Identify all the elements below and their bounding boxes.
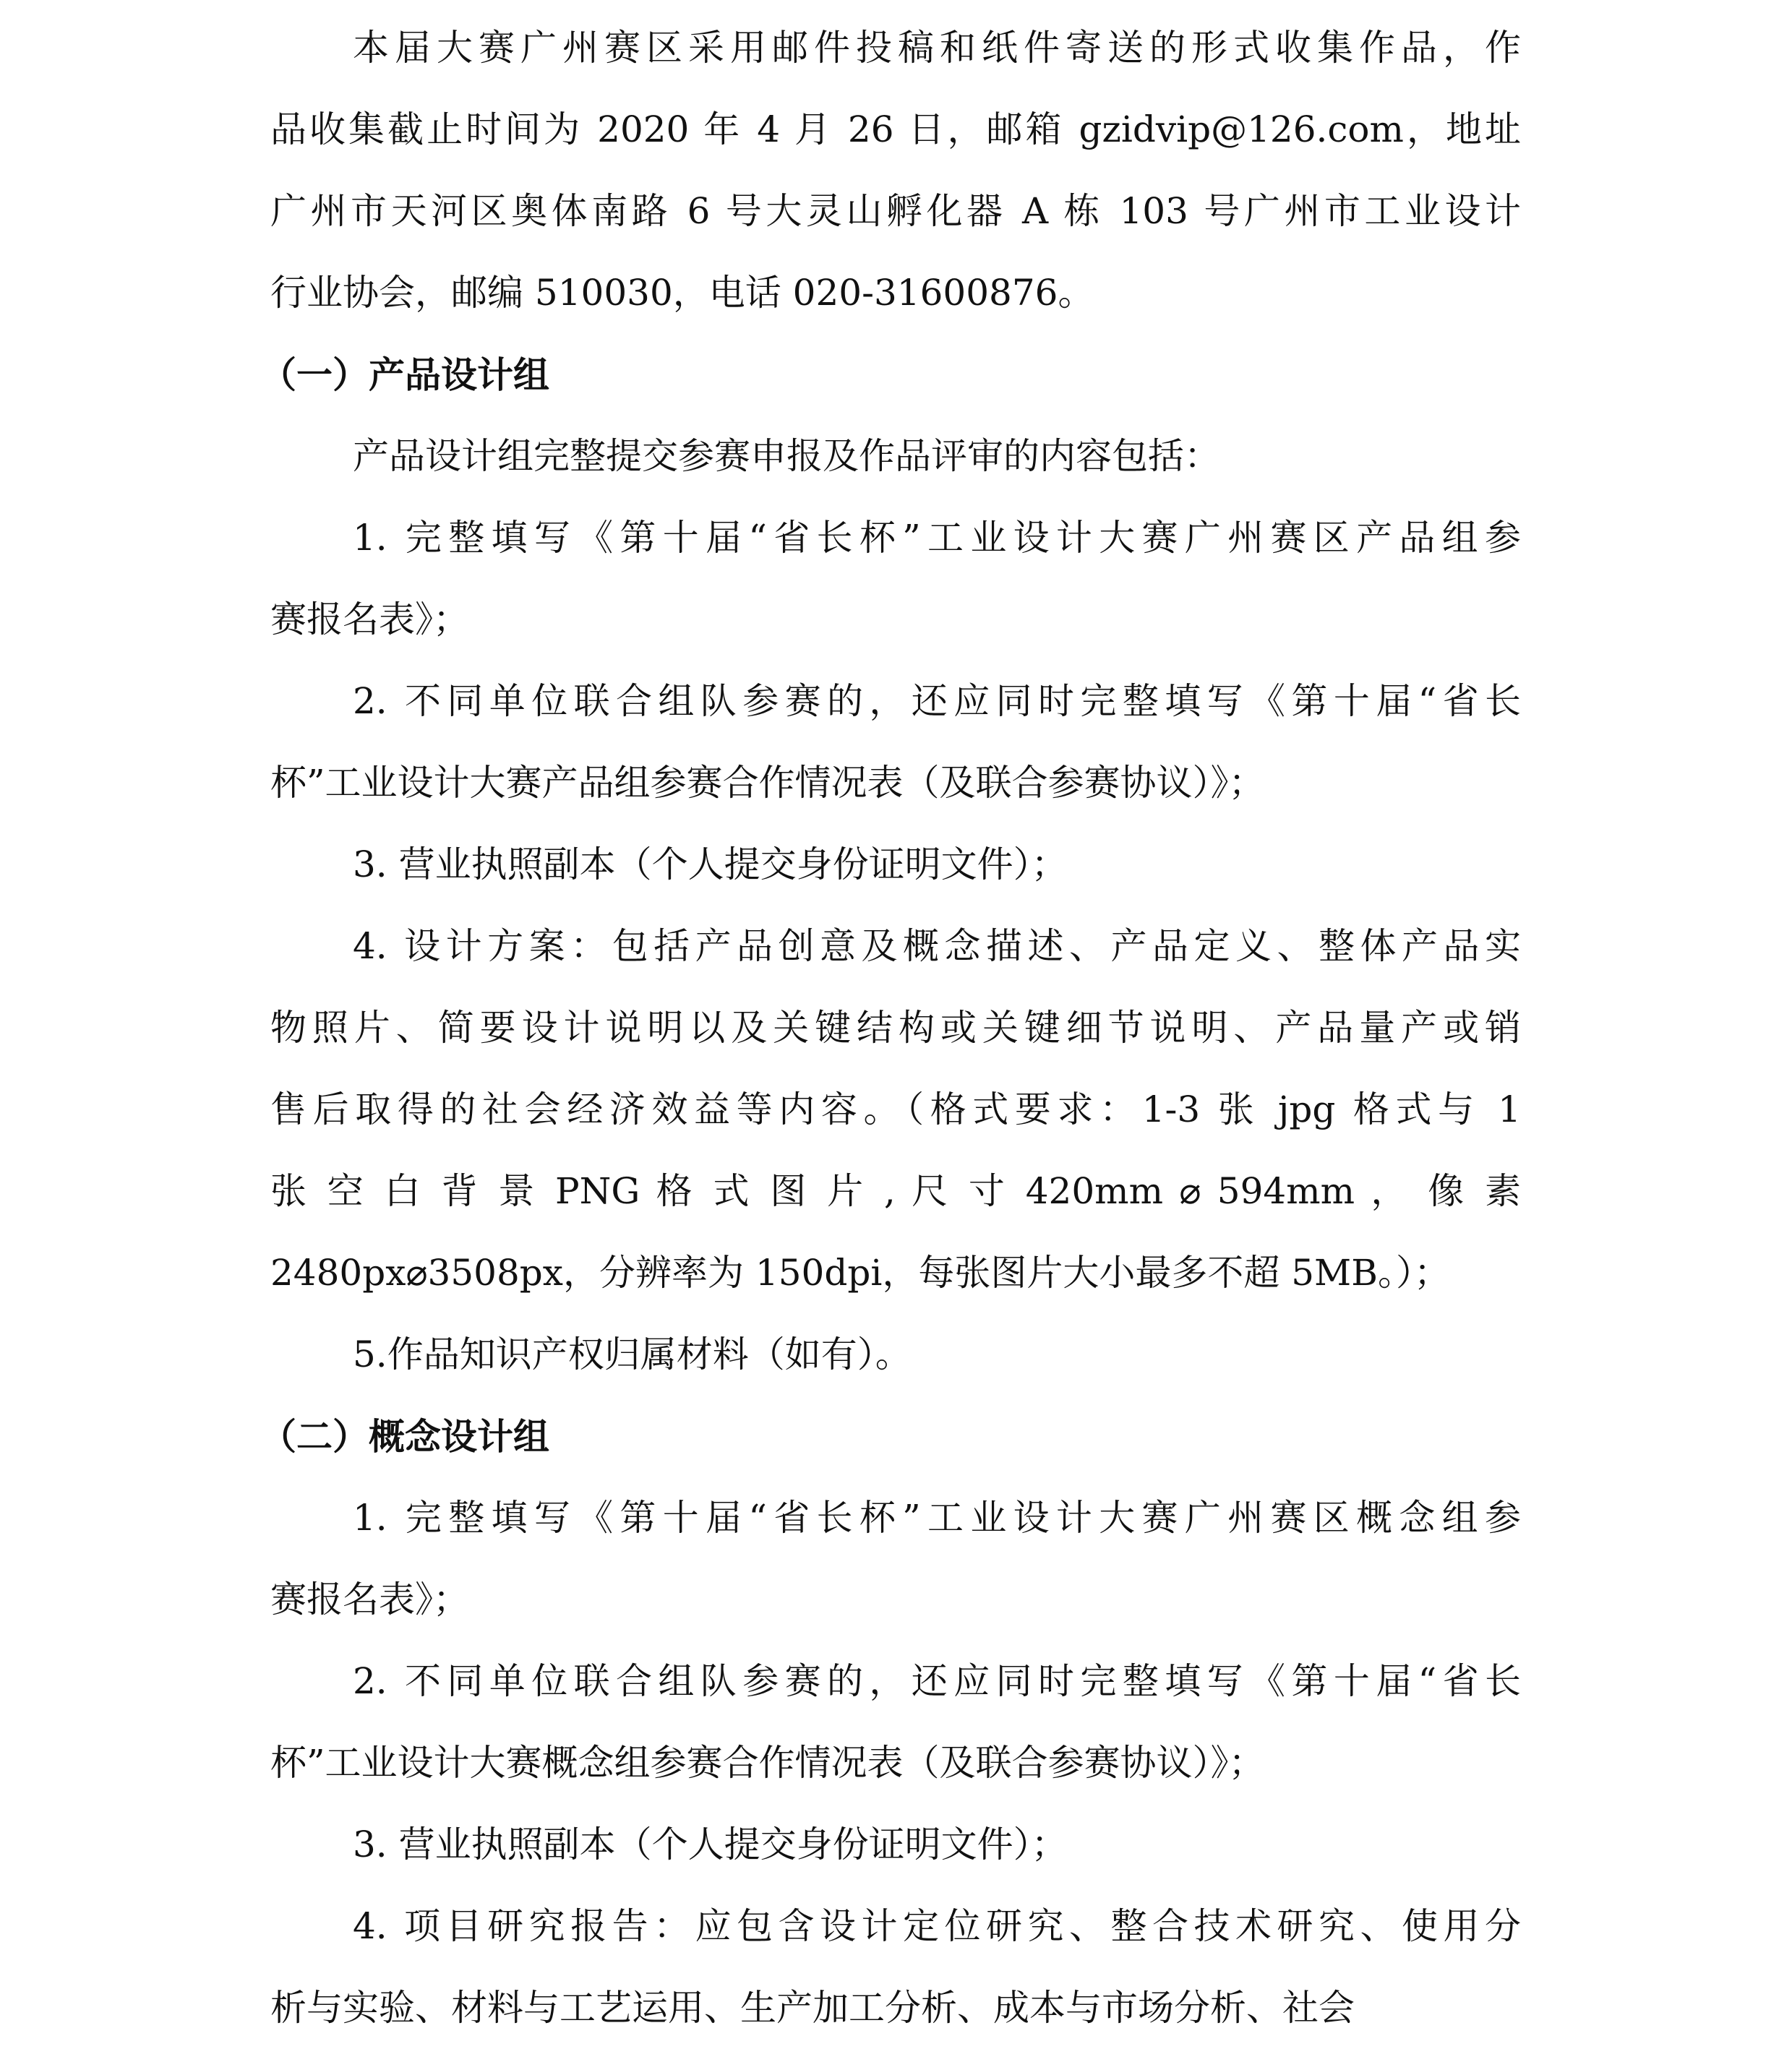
- document-page: [260, 7, 1521, 2049]
- text-line: 杯”工业设计大赛概念组参赛合作情况表（及联合参赛协议）》；: [270, 1742, 1265, 1784]
- text-line: （二）概念设计组: [260, 1415, 549, 1458]
- paragraph: [270, 1804, 1521, 1886]
- text-line: 1. 完整填写《第十届“省长杯”工业设计大赛广州赛区概念组参: [353, 1497, 1521, 1539]
- text-line: 2. 不同单位联合组队参赛的，还应同时完整填写《第十届“省长: [353, 1660, 1521, 1702]
- text-line: 产品设计组完整提交参赛申报及作品评审的内容包括：: [353, 435, 1220, 477]
- text-line: 赛报名表》；: [270, 598, 469, 640]
- section-heading: [260, 334, 1521, 416]
- paragraph: [270, 416, 1521, 497]
- text-line: 广州市天河区奥体南路 6 号大灵山孵化器 A 栋 103 号广州市工业设计: [270, 190, 1521, 232]
- paragraph: [270, 1477, 1521, 1641]
- text-line: 5.作品知识产权归属材料（如有）。: [353, 1333, 912, 1375]
- text-line: 4. 项目研究报告：应包含设计定位研究、整合技术研究、使用分: [353, 1905, 1521, 1947]
- paragraph: [270, 1641, 1521, 1804]
- paragraph: [270, 1886, 1521, 2049]
- text-line: 2. 不同单位联合组队参赛的，还应同时完整填写《第十届“省长: [353, 680, 1521, 722]
- paragraph: [270, 497, 1521, 661]
- text-line: （一）产品设计组: [260, 353, 549, 396]
- section-heading: [260, 1396, 1521, 1477]
- text-line: 1. 完整填写《第十届“省长杯”工业设计大赛广州赛区产品组参: [353, 517, 1521, 559]
- paragraph: [270, 906, 1521, 1314]
- text-line: 2480px⌀3508px，分辨率为 150dpi，每张图片大小最多不超 5MB。）；: [270, 1252, 1450, 1294]
- text-line: 张 空 白 背 景 PNG 格 式 图 片 , 尺 寸 420mm ⌀ 594mm ， 像 素: [270, 1170, 1521, 1212]
- paragraph: [270, 7, 1521, 334]
- paragraph: [270, 1314, 1521, 1396]
- text-line: 赛报名表》；: [270, 1578, 469, 1620]
- text-line: 3. 营业执照副本（个人提交身份证明文件）；: [353, 843, 1068, 885]
- text-line: 析与实验、材料与工艺运用、生产加工分析、成本与市场分析、社会: [270, 1987, 1355, 2029]
- text-line: 杯”工业设计大赛产品组参赛合作情况表（及联合参赛协议）》；: [270, 762, 1265, 804]
- text-line: 物照片、简要设计说明以及关键结构或关键细节说明、产品量产或销: [270, 1007, 1521, 1049]
- text-line: 本届大赛广州赛区采用邮件投稿和纸件寄送的形式收集作品，作: [353, 27, 1521, 69]
- paragraph: [270, 824, 1521, 906]
- text-line: 品收集截止时间为 2020 年 4 月 26 日，邮箱 gzidvip@126.com，地址: [270, 108, 1521, 150]
- text-line: 行业协会，邮编 510030，电话 020-31600876。: [270, 272, 1094, 314]
- paragraph: [270, 661, 1521, 824]
- text-line: 售后取得的社会经济效益等内容。（格式要求：1-3 张 jpg 格式与 1: [270, 1088, 1521, 1130]
- text-line: 3. 营业执照副本（个人提交身份证明文件）；: [353, 1824, 1068, 1865]
- text-line: 4. 设计方案：包括产品创意及概念描述、产品定义、整体产品实: [353, 925, 1521, 967]
